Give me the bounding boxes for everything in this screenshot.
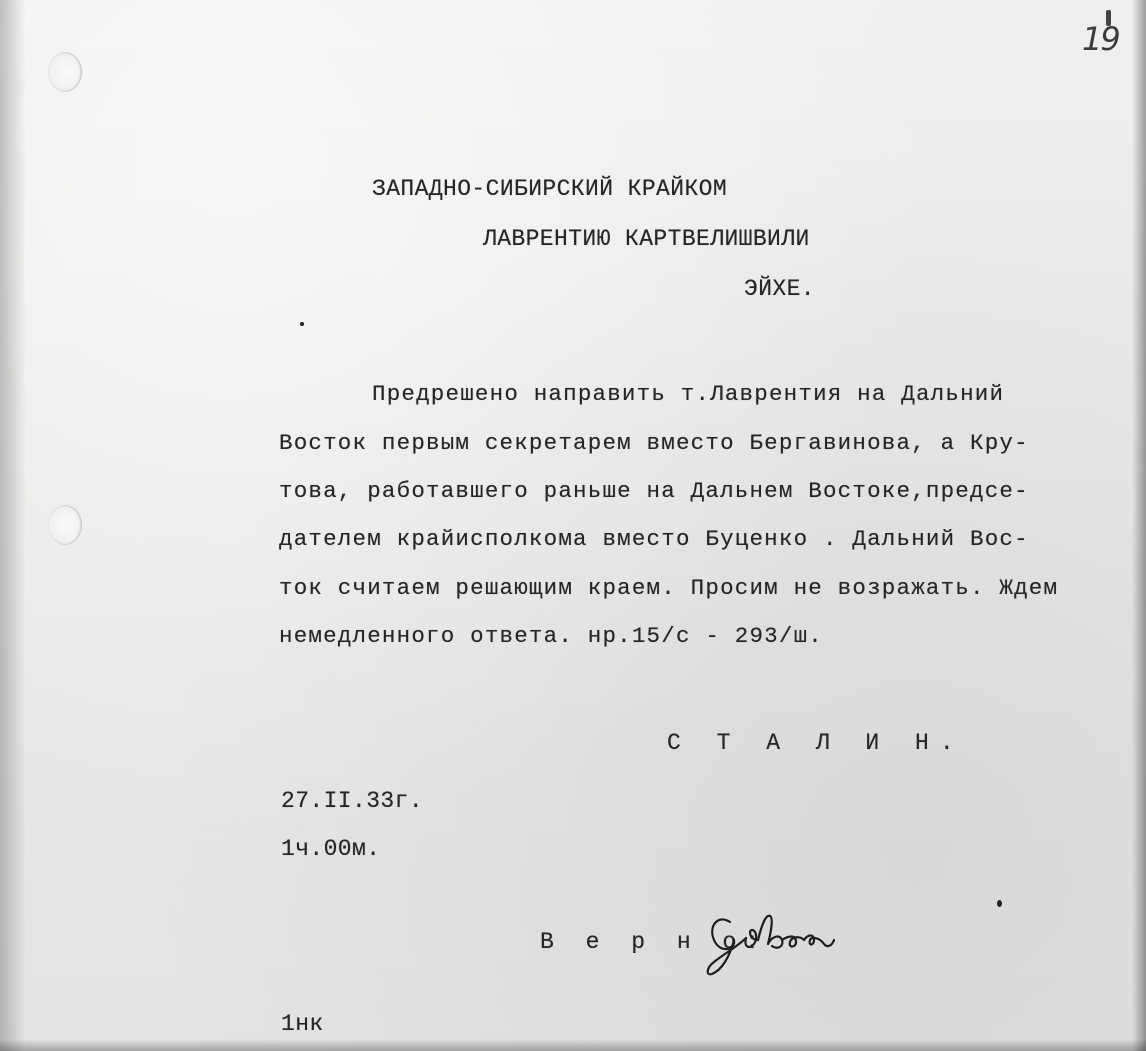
addressee-line-1: ЗАПАДНО-СИБИРСКИЙ КРАЙКОМ <box>372 176 728 202</box>
date: 27.II.33г. <box>281 788 424 814</box>
ink-speck <box>300 322 304 326</box>
body-line: немедленного ответа. нр.15/с - 293/ш. <box>279 623 823 649</box>
scan-shadow-bottom <box>0 1039 1146 1051</box>
handwritten-signature <box>700 900 840 980</box>
typed-signature: С Т А Л И Н. <box>667 730 965 756</box>
body-line: това, работавшего раньше на Дальнем Востоке,предсе- <box>279 478 1029 504</box>
scan-shadow-left <box>0 0 26 1051</box>
addressee-line-2: ЛАВРЕНТИЮ КАРТВЕЛИШВИЛИ <box>483 226 810 252</box>
punch-hole-middle <box>48 505 82 545</box>
body-line: дателем крайисполкома вместо Буценко . Дальний Вос- <box>279 526 1029 552</box>
punch-hole-top <box>48 52 82 92</box>
ink-speck <box>997 900 1002 907</box>
body-line: Предрешено направить т.Лаврентия на Дальний <box>372 381 1005 407</box>
body-line: ток считаем решающим краем. Просим не возражать. Ждем <box>279 575 1059 601</box>
copy-mark: 1нк <box>281 1011 324 1037</box>
certification-label: В е р н о: <box>540 929 769 955</box>
scan-shadow-right <box>1132 0 1146 1051</box>
page-number: 19 <box>1082 20 1119 58</box>
addressee-line-3: ЭЙХЕ. <box>744 276 816 302</box>
time: 1ч.00м. <box>281 836 381 862</box>
body-line: Восток первым секретарем вместо Бергавинова, а Кру- <box>279 430 1029 456</box>
